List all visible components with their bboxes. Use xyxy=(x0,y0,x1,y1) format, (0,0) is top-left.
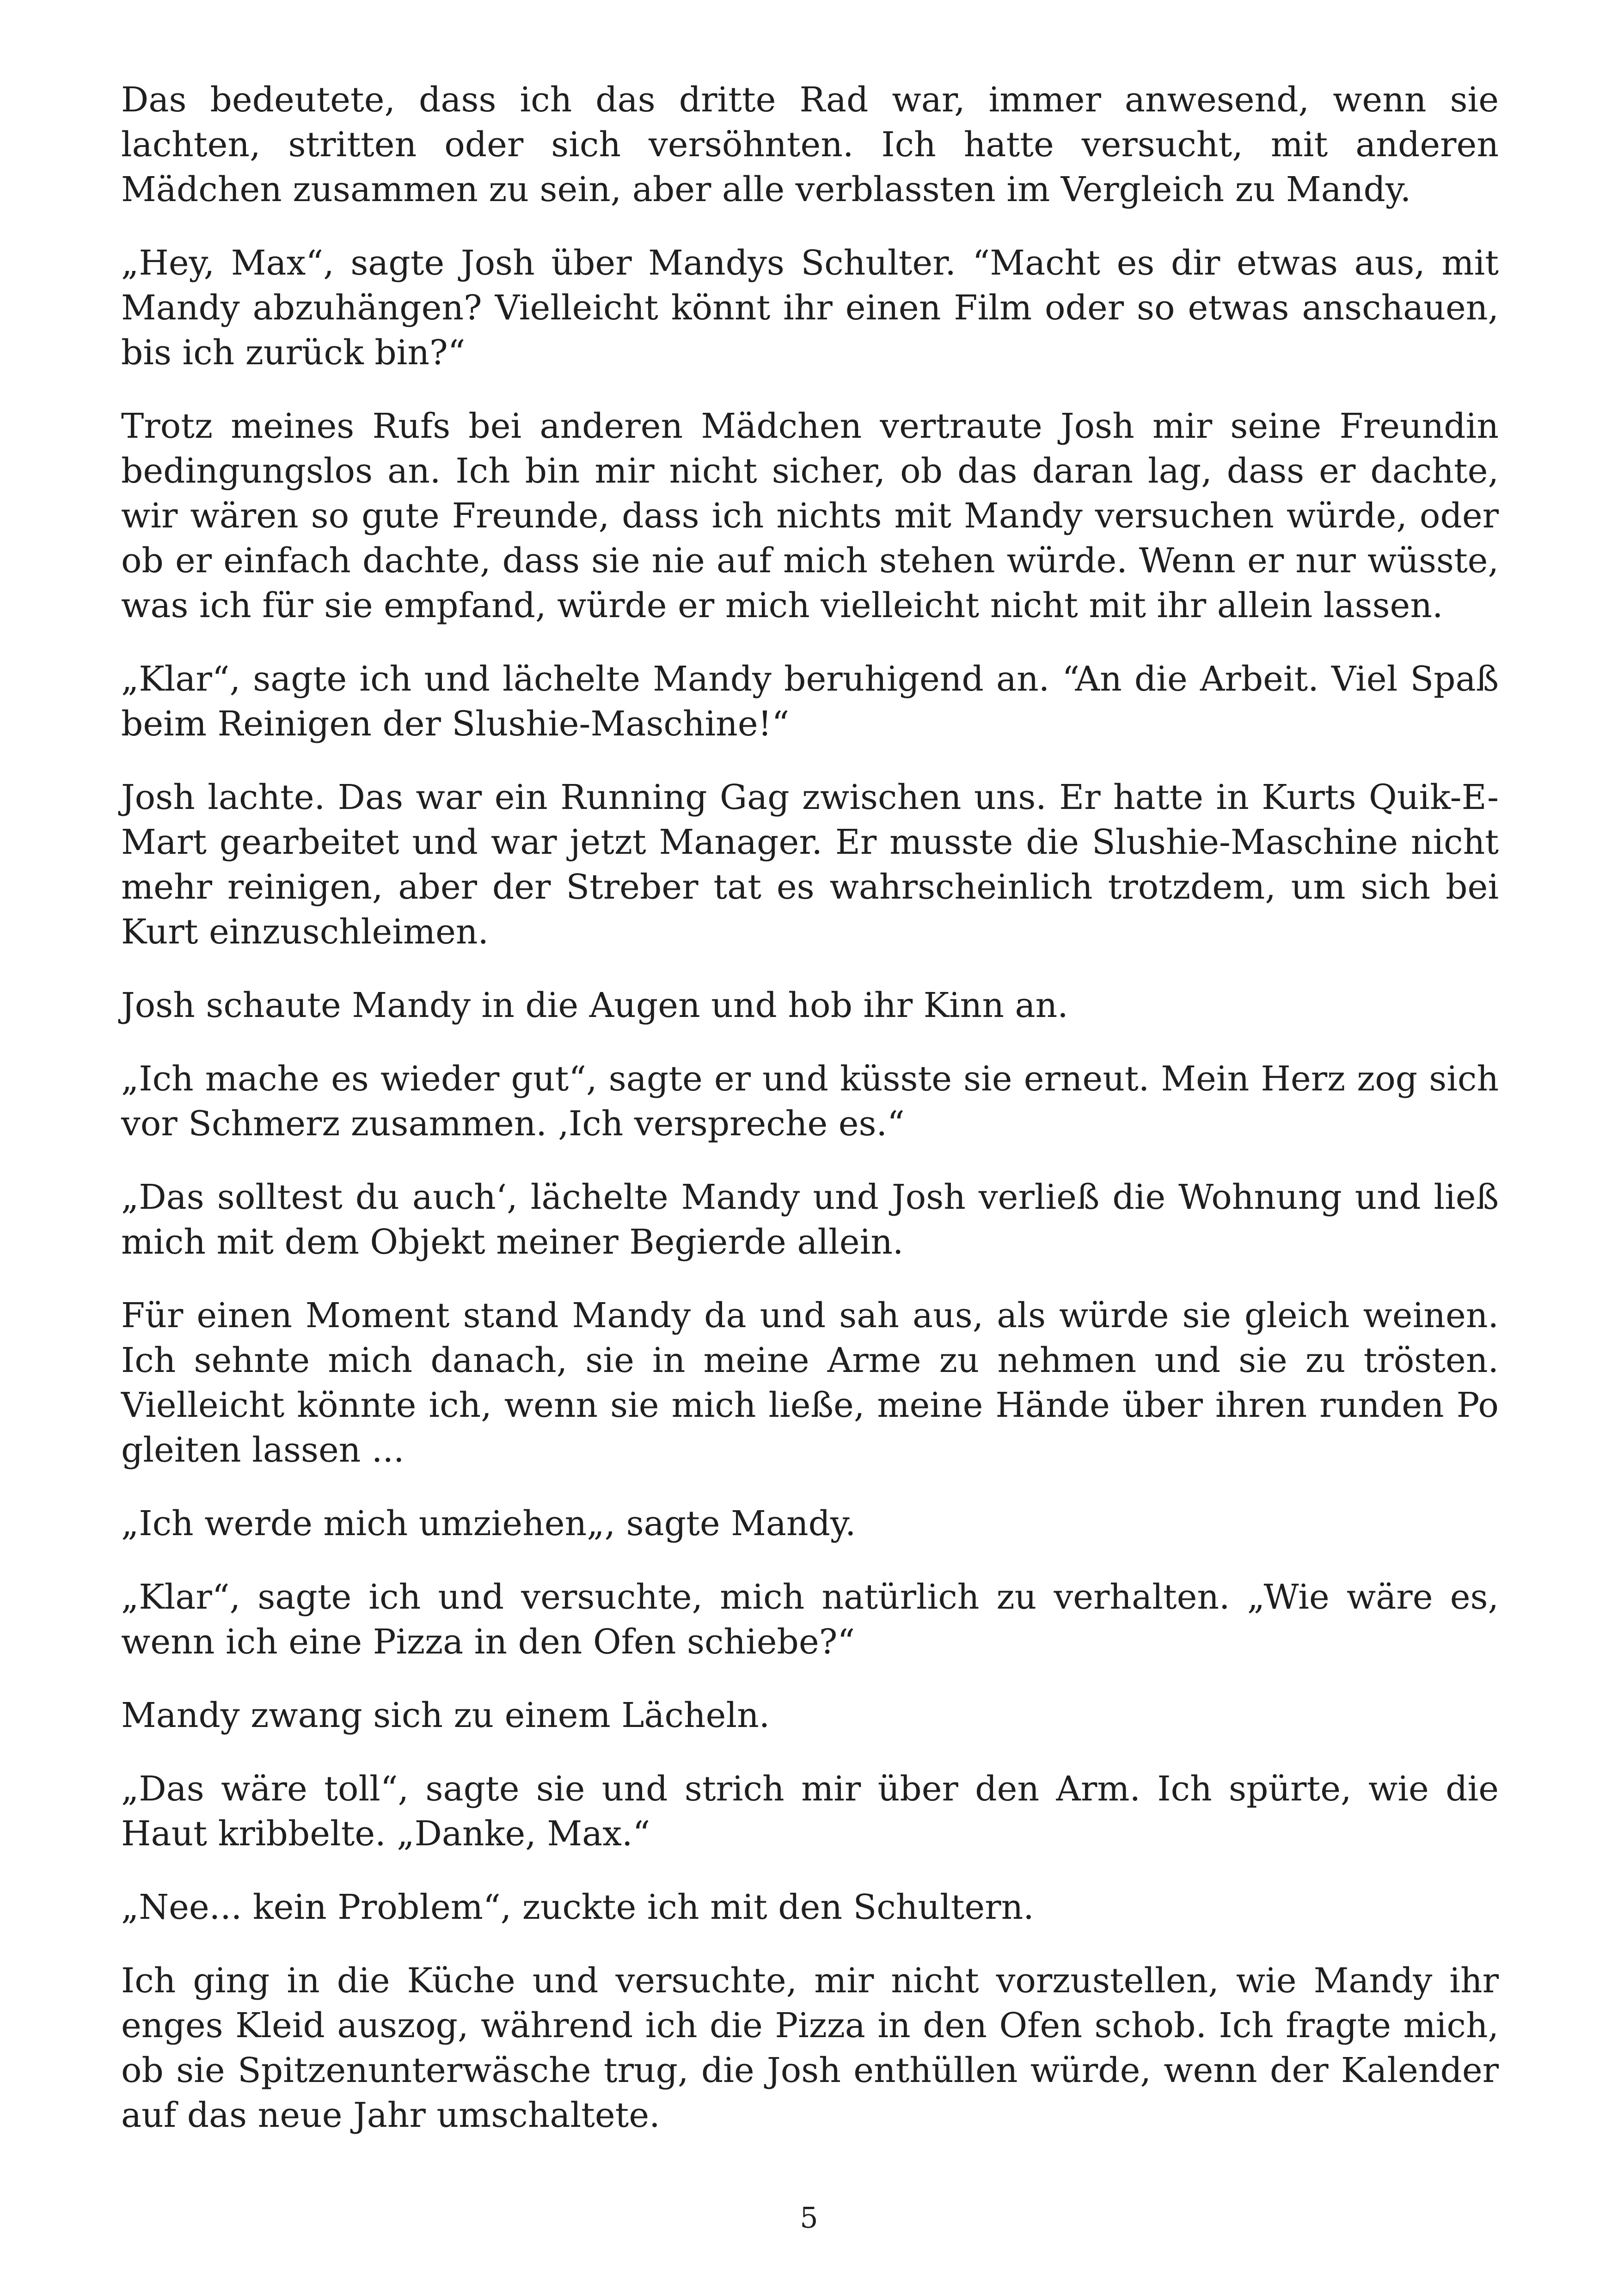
paragraph-7: „Ich mache es wieder gut“, sagte er und küsste sie erneut. Mein Herz zog sich vor Schmerz zusammen. ‚Ich verspreche es.“ xyxy=(121,1059,1499,1144)
paragraph-9: Für einen Moment stand Mandy da und sah aus, als würde sie gleich weinen. Ich sehnte mich danach, sie in meine Arme zu nehmen und sie zu trösten. Vielleicht könnte ich, wenn sie mich ließe, meine Hände über ihren runden Po gleiten lassen ... xyxy=(121,1296,1499,1470)
paragraph-5: Josh lachte. Das war ein Running Gag zwischen uns. Er hatte in Kurts Quik-E-Mart gearbeitet und war jetzt Manager. Er musste die Slushie-Maschine nicht mehr reinigen, aber der Streber tat es wahrscheinlich trotzdem, um sich bei Kurt einzuschleimen. xyxy=(121,778,1499,952)
paragraph-3: Trotz meines Rufs bei anderen Mädchen vertraute Josh mir seine Freundin bedingungslos an. Ich bin mir nicht sicher, ob das daran lag, dass er dachte, wir wären so gute Freunde, dass ich nichts mit Mandy versuchen würde, oder ob er einfach dachte, dass sie nie auf mich stehen würde. Wenn er nur wüsste, was ich für sie empfand, würde er mich vielleicht nicht mit ihr allein lassen. xyxy=(121,406,1499,625)
paragraph-1: Das bedeutete, dass ich das dritte Rad war, immer anwesend, wenn sie lachten, stritten oder sich versöhnten. Ich hatte versucht, mit anderen Mädchen zusammen zu sein, aber alle verblassten im Vergleich zu Mandy. xyxy=(121,80,1499,209)
paragraph-15: Ich ging in die Küche und versuchte, mir nicht vorzustellen, wie Mandy ihr enges Kleid auszog, während ich die Pizza in den Ofen schob. Ich fragte mich, ob sie Spitzenunterwäsche trug, die Josh enthüllen würde, wenn der Kalender auf das neue Jahr umschaltete. xyxy=(121,1961,1499,2135)
paragraph-2: „Hey, Max“, sagte Josh über Mandys Schulter. “Macht es dir etwas aus, mit Mandy abzuhängen? Vielleicht könnt ihr einen Film oder so etwas anschauen, bis ich zurück bin?“ xyxy=(121,243,1499,373)
paragraph-6: Josh schaute Mandy in die Augen und hob ihr Kinn an. xyxy=(121,986,1068,1025)
paragraph-14: „Nee... kein Problem“, zuckte ich mit den Schultern. xyxy=(121,1887,1034,1927)
paragraph-11: „Klar“, sagte ich und versuchte, mich natürlich zu verhalten. „Wie wäre es, wenn ich eine Pizza in den Ofen schiebe?“ xyxy=(121,1577,1499,1662)
body-text xyxy=(121,78,1499,2138)
paragraph-4: „Klar“, sagte ich und lächelte Mandy beruhigend an. “An die Arbeit. Viel Spaß beim Reinigen der Slushie-Maschine!“ xyxy=(121,659,1499,744)
paragraph-8: „Das solltest du auch‘, lächelte Mandy und Josh verließ die Wohnung und ließ mich mit dem Objekt meiner Begierde allein. xyxy=(121,1177,1499,1262)
paragraph-10: „Ich werde mich umziehen„, sagte Mandy. xyxy=(121,1504,856,1543)
page-number: 5 xyxy=(800,2201,818,2235)
paragraph-13: „Das wäre toll“, sagte sie und strich mir über den Arm. Ich spürte, wie die Haut kribbelte. „Danke, Max.“ xyxy=(121,1769,1499,1854)
paragraph-12: Mandy zwang sich zu einem Lächeln. xyxy=(121,1696,770,1735)
